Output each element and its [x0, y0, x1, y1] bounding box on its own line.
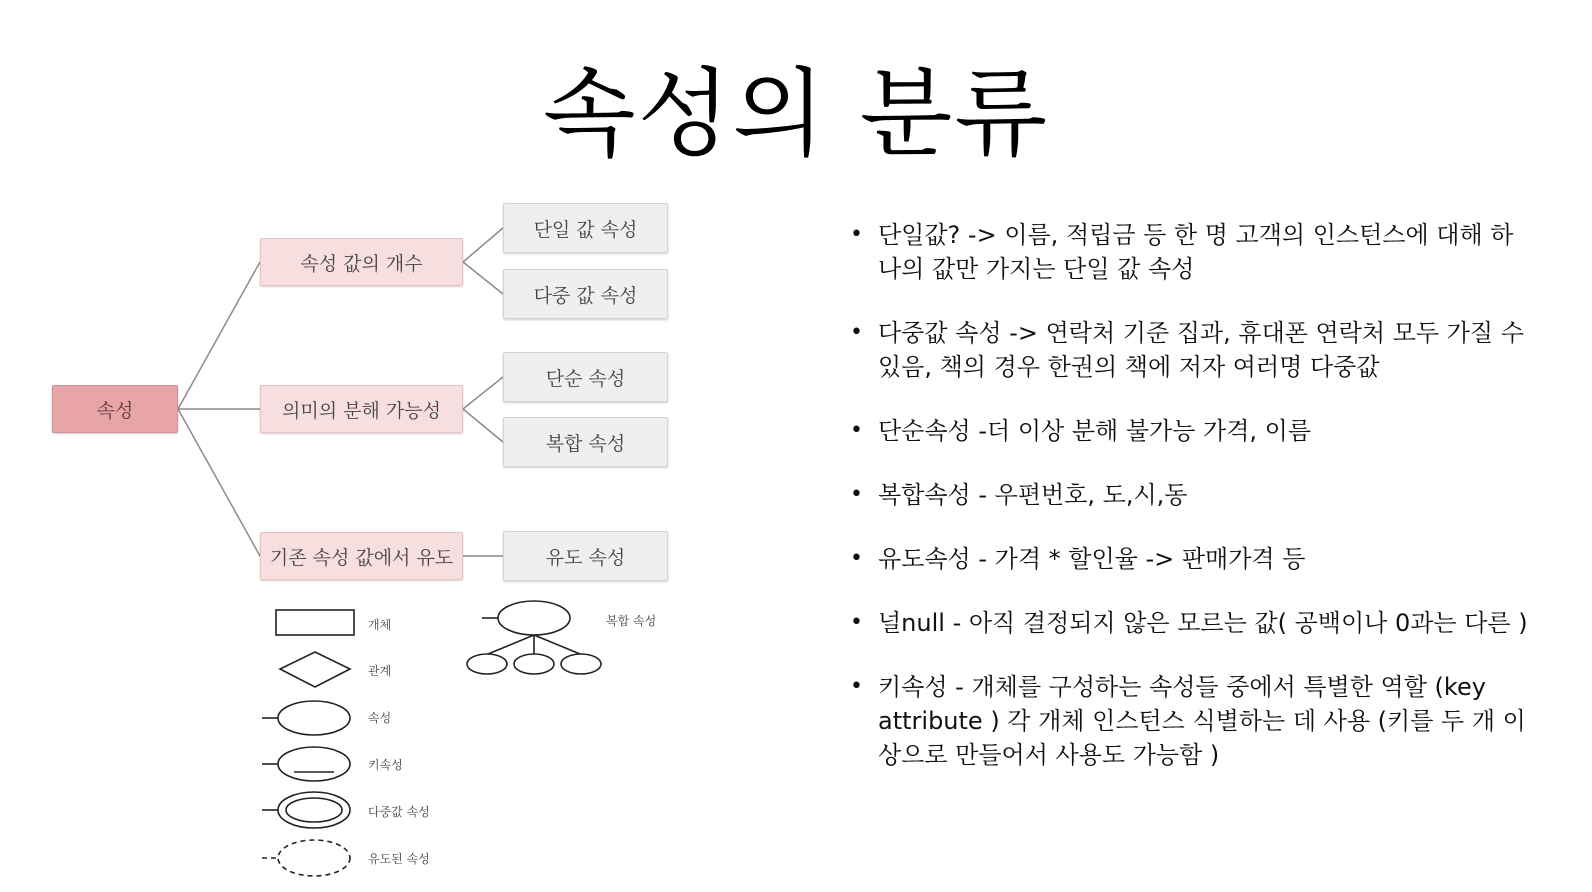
multivalued-attribute-symbol	[262, 792, 350, 828]
composite-attribute-symbol	[467, 601, 601, 674]
legend-label-relationship: 관계	[368, 664, 392, 678]
branch-node-value-count: 속성 값의 개수	[260, 238, 463, 286]
branch-node-decomposability: 의미의 분해 가능성	[260, 385, 463, 433]
bullet-null: • 널null - 아직 결정되지 않은 모르는 값( 공백이나 0과는 다른 )	[850, 606, 1530, 640]
derived-attribute-symbol	[262, 840, 350, 876]
leaf-node-simple: 단순 속성	[503, 352, 668, 402]
root-node: 속성	[52, 385, 178, 433]
slide-title: 속성의 분류	[542, 58, 1050, 170]
relationship-symbol	[280, 652, 350, 687]
bullet-key: • 키속성 - 개체를 구성하는 속성들 중에서 특별한 역할 (key attribute ) 각 개체 인스턴스 식별하는 데 사용 (키를 두 개 이상으로 만들어서 사용도 가능함 )	[850, 670, 1530, 772]
leaf-node-derived: 유도 속성	[503, 531, 668, 581]
legend-label-key-attribute: 키속성	[368, 758, 403, 772]
bullet-simple: • 단순속성 -더 이상 분해 불가능 가격, 이름	[850, 414, 1530, 448]
bullet-multi-value: • 다중값 속성 -> 연락처 기준 집과, 휴대폰 연락처 모두 가질 수 있음, 책의 경우 한권의 책에 저자 여러명 다중값	[850, 316, 1530, 384]
legend-label-entity: 개체	[368, 618, 392, 632]
leaf-node-single-value: 단일 값 속성	[503, 203, 668, 253]
bullet-list	[850, 218, 1530, 802]
legend-label-attribute: 속성	[368, 711, 392, 725]
attribute-symbol	[262, 701, 350, 735]
bullet-single-value: • 단일값? -> 이름, 적립금 등 한 명 고객의 인스턴스에 대해 하나의 값만 가지는 단일 값 속성	[850, 218, 1530, 286]
bullet-composite: • 복합속성 - 우편번호, 도,시,동	[850, 478, 1530, 512]
attribute-classification-diagram	[0, 0, 780, 892]
legend-label-composite: 복합 속성	[606, 614, 657, 628]
entity-symbol	[276, 610, 354, 635]
legend-label-multivalued: 다중값 속성	[368, 805, 430, 819]
branch-node-derived: 기존 속성 값에서 유도	[260, 532, 463, 580]
leaf-node-multi-value: 다중 값 속성	[503, 269, 668, 319]
key-attribute-symbol	[262, 747, 350, 781]
legend-label-derived: 유도된 속성	[368, 852, 430, 866]
leaf-node-composite: 복합 속성	[503, 417, 668, 467]
bullet-derived: • 유도속성 - 가격 * 할인율 -> 판매가격 등	[850, 542, 1530, 576]
